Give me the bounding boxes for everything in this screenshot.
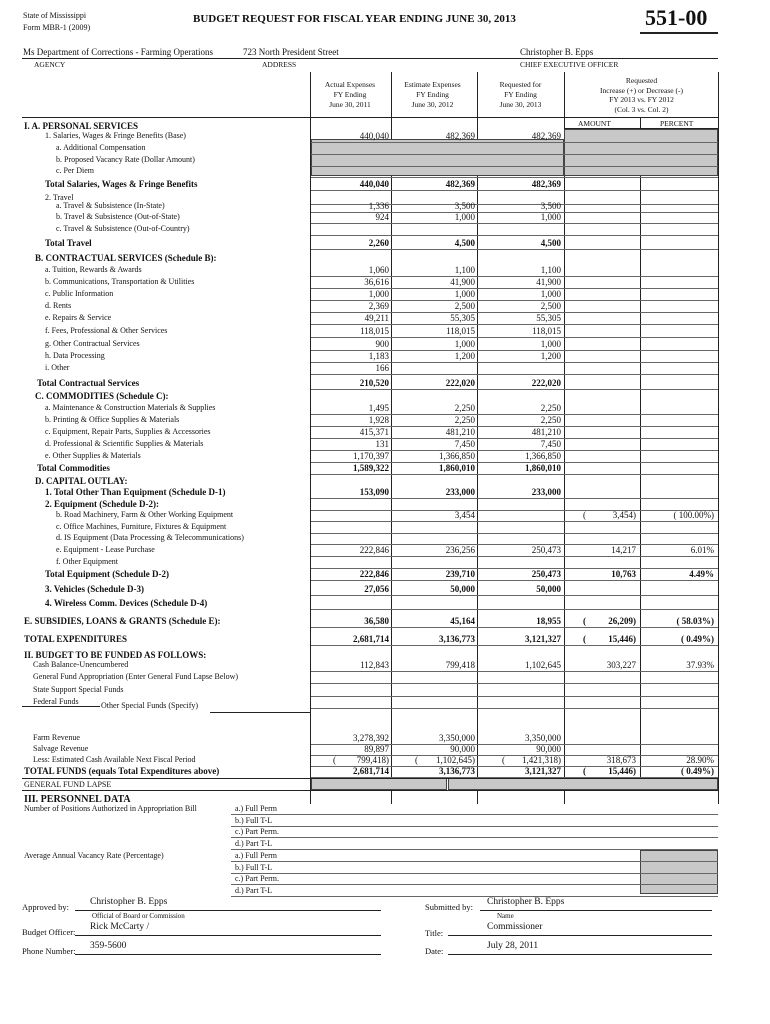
row-label: 2. Equipment (Schedule D-2): [45, 499, 160, 509]
requested-2013-value: 1,000 [540, 212, 561, 222]
signature-line [448, 954, 712, 955]
row-label: B. CONTRACTUAL SERVICES (Schedule B): [35, 253, 217, 263]
row-rule [311, 438, 718, 439]
requested-2013-value: 7,450 [540, 439, 561, 449]
actual-2011-value: 924 [375, 212, 389, 222]
estimate-2012-value: 1,000 [454, 212, 475, 222]
requested-2013-value: 41,900 [536, 277, 561, 287]
agency-name: Ms Department of Corrections - Farming Operations [23, 47, 213, 57]
other-special-funds-label: Other Special Funds (Specify) [101, 701, 199, 710]
budget-officer-label: Budget Officer: [22, 927, 76, 937]
personnel-subitem: a.) Full Perm [235, 804, 277, 813]
row-label: Total Contractual Services [37, 378, 140, 388]
actual-2011-value: 1,589,322 [353, 463, 389, 473]
requested-2013-value: 250,473 [531, 545, 561, 555]
row-label: E. SUBSIDIES, LOANS & GRANTS (Schedule E): [24, 616, 221, 626]
requested-2013-value: 481,210 [531, 427, 561, 437]
signature-line [75, 910, 381, 911]
phone-label: Phone Number: [22, 946, 76, 956]
estimate-2012-value: 239,710 [445, 569, 475, 579]
grid-row-line [22, 790, 718, 791]
row-label: 4. Wireless Comm. Devices (Schedule D-4) [45, 598, 208, 608]
actual-2011-value: 49,211 [364, 313, 389, 323]
grid-col-line [640, 118, 641, 786]
estimate-2012-value: 482,369 [445, 131, 475, 141]
change-percent-value: ( 58.03%) [676, 616, 714, 626]
change-percent-value: ( 100.00%) [673, 510, 714, 520]
requested-2013-value: 1,102,645 [525, 660, 561, 670]
row-rule [311, 324, 718, 325]
requested-2013-value: 2,500 [540, 301, 561, 311]
row-label: c. Equipment, Repair Parts, Supplies & Accessories [45, 427, 211, 436]
row-label: g. Other Contractual Services [45, 339, 140, 348]
field-rule [22, 706, 100, 707]
row-label: d. Rents [45, 301, 72, 310]
row-rule [311, 374, 718, 375]
personnel-rule [231, 849, 718, 850]
code-underline [640, 32, 718, 34]
actual-2011-value: 440,040 [359, 131, 389, 141]
row-label: c. Travel & Subsistence (Out-of-Country) [56, 224, 190, 233]
row-label: Total Commodities [37, 463, 110, 473]
row-rule [311, 533, 718, 534]
requested-2013-value: 55,305 [536, 313, 561, 323]
row-label: b. Printing & Office Supplies & Materials [45, 415, 180, 424]
personnel-rule [231, 814, 718, 815]
actual-2011-value: 415,371 [359, 427, 389, 437]
change-percent-value: 28.90% [686, 755, 714, 765]
estimate-2012-value: 3,500 [454, 201, 475, 211]
change-percent-value: 4.49% [689, 569, 714, 579]
estimate-2012-value: 7,450 [454, 439, 475, 449]
personnel-subitem: d.) Part T-L [235, 885, 273, 895]
estimate-2012-value: 2,250 [454, 403, 475, 413]
requested-2013-value: 222,020 [531, 378, 561, 388]
row-label: i. Other [45, 363, 70, 372]
row-label: c. Public Information [45, 289, 114, 298]
requested-2013-value: 118,015 [532, 326, 561, 336]
change-amount-value: 15,446) [608, 634, 636, 644]
actual-2011-value: 210,520 [359, 378, 389, 388]
actual-2011-value: 1,000 [368, 289, 389, 299]
row-label: Farm Revenue [33, 733, 80, 742]
actual-2011-value: 1,183 [368, 351, 389, 361]
row-label: a. Additional Compensation [56, 143, 146, 152]
requested-2013-value: 1,100 [540, 265, 561, 275]
personnel-rule [231, 884, 718, 885]
row-rule [311, 223, 718, 224]
actual-2011-value: 222,846 [359, 545, 389, 555]
grid-row-line [22, 117, 718, 118]
row-rule [311, 389, 718, 390]
actual-2011-value: 1,170,397 [353, 451, 389, 461]
actual-2011-value: 2,681,714 [353, 634, 389, 644]
change-percent-value: ( 0.49%) [681, 766, 714, 776]
row-label: TOTAL EXPENDITURES [24, 634, 127, 644]
approved-label: Approved by: [22, 902, 69, 912]
requested-2013-value: 233,000 [531, 487, 561, 497]
row-label: TOTAL FUNDS (equals Total Expenditures above) [24, 766, 220, 776]
row-label: e. Repairs & Service [45, 313, 112, 322]
percent-header: PERCENT [660, 119, 694, 128]
paren-open: ( [583, 766, 586, 776]
budget-code: 551-00 [645, 5, 708, 30]
actual-2011-value: 3,278,392 [353, 733, 389, 743]
estimate-2012-value: 3,136,773 [439, 634, 475, 644]
row-label: 3. Vehicles (Schedule D-3) [45, 584, 144, 594]
paren-open: ( [415, 755, 418, 765]
actual-2011-value: 36,616 [364, 277, 389, 287]
date-value: July 28, 2011 [487, 941, 539, 951]
row-label: c. Office Machines, Furniture, Fixtures & Equipment [56, 522, 227, 531]
row-rule [311, 498, 718, 499]
estimate-2012-value: 118,015 [446, 326, 475, 336]
paren-open: ( [583, 616, 586, 626]
row-rule [311, 235, 718, 236]
shaded-block [564, 129, 718, 176]
estimate-2012-value: 55,305 [450, 313, 475, 323]
row-rule [311, 510, 718, 511]
requested-2013-value: 1,421,318) [522, 755, 561, 765]
row-label: c. Per Diem [56, 166, 94, 175]
address-label: ADDRESS [262, 60, 297, 69]
estimate-2012-value: 1,366,850 [439, 451, 475, 461]
actual-2011-value: 2,681,714 [353, 766, 389, 776]
row-label: b. Communications, Transportation & Utilities [45, 277, 195, 286]
signature-line [75, 954, 381, 955]
requested-2013-value: 250,473 [531, 569, 561, 579]
row-rule [311, 627, 718, 628]
row-rule [311, 474, 718, 475]
actual-2011-value: 27,056 [364, 584, 389, 594]
estimate-2012-value: 4,500 [454, 238, 475, 248]
row-label: h. Data Processing [45, 351, 105, 360]
change-amount-value: 14,217 [611, 545, 636, 555]
form-title: BUDGET REQUEST FOR FISCAL YEAR ENDING JUNE 30, 2013 [193, 13, 516, 25]
actual-2011-value: 2,260 [368, 238, 389, 248]
row-rule [311, 671, 718, 672]
estimate-2012-value: 1,860,010 [439, 463, 475, 473]
change-amount-value: 318,673 [606, 755, 636, 765]
personnel-subitem: b.) Full T-L [235, 815, 273, 825]
header-rule [22, 58, 718, 59]
row-label: Total Travel [45, 238, 92, 248]
change-percent-value: 6.01% [690, 545, 714, 555]
approved-name: Christopher B. Epps [90, 897, 168, 907]
requested-2013-value: 3,121,327 [525, 634, 561, 644]
actual-2011-value: 2,369 [368, 301, 389, 311]
row-label: e. Other Supplies & Materials [45, 451, 141, 460]
estimate-2012-value: 3,454 [454, 510, 475, 520]
col3-header: Requested for FY Ending June 30, 2013 [499, 80, 542, 109]
change-amount-value: 26,209) [608, 616, 636, 626]
actual-2011-value: 799,418) [356, 755, 389, 765]
personnel-rule [231, 896, 718, 897]
row-label: D. CAPITAL OUTLAY: [35, 476, 128, 486]
row-label: a. Tuition, Rewards & Awards [45, 265, 142, 274]
ceo-label: CHIEF EXECUTIVE OFFICER [520, 60, 619, 69]
row-label: I. A. PERSONAL SERVICES [24, 121, 138, 131]
requested-2013-value: 2,250 [540, 415, 561, 425]
state-name: State of Mississippi [23, 11, 87, 20]
row-rule [311, 154, 718, 155]
title-value: Commissioner [487, 922, 543, 932]
row-rule [311, 595, 718, 596]
row-rule [311, 708, 718, 709]
row-rule [311, 580, 718, 581]
row-label: e. Equipment - Lease Purchase [56, 545, 155, 554]
change-percent-value: ( 0.49%) [681, 634, 714, 644]
row-rule [311, 362, 718, 363]
actual-2011-value: 112,843 [360, 660, 389, 670]
requested-2013-value: 1,000 [540, 339, 561, 349]
requested-2013-value: 2,250 [540, 403, 561, 413]
row-rule [311, 696, 718, 697]
requested-2013-value: 18,955 [536, 616, 561, 626]
row-label: 1. Total Other Than Equipment (Schedule D-1) [45, 487, 226, 497]
actual-2011-value: 1,336 [368, 201, 389, 211]
amount-header: AMOUNT [578, 119, 611, 128]
row-rule [311, 212, 718, 213]
personnel-subitem: b.) Full T-L [235, 862, 273, 872]
row-rule [311, 645, 718, 646]
estimate-2012-value: 1,100 [454, 265, 475, 275]
estimate-2012-value: 3,136,773 [439, 766, 475, 776]
requested-2013-value: 4,500 [540, 238, 561, 248]
actual-2011-value: 440,040 [359, 179, 389, 189]
requested-2013-value: 1,200 [540, 351, 561, 361]
general-fund-lapse-label: GENERAL FUND LAPSE [24, 780, 112, 789]
estimate-2012-value: 1,102,645) [436, 755, 475, 765]
shaded-block [311, 139, 564, 176]
requested-2013-value: 3,350,000 [525, 733, 561, 743]
row-label: 1. Salaries, Wages & Fringe Benefits (Base) [45, 131, 186, 140]
estimate-2012-value: 233,000 [445, 487, 475, 497]
row-label: General Fund Appropriation (Enter General Fund Lapse Below) [33, 672, 239, 681]
paren-open: ( [583, 510, 586, 520]
requested-2013-value: 90,000 [536, 744, 561, 754]
personnel-rule [231, 861, 718, 862]
change-amount-value: 15,446) [608, 766, 636, 776]
row-label: State Support Special Funds [33, 685, 124, 694]
estimate-2012-value: 236,256 [445, 545, 475, 555]
date-label: Date: [425, 946, 444, 956]
actual-2011-value: 1,928 [368, 415, 389, 425]
personnel-rule [231, 837, 718, 838]
row-label: a. Travel & Subsistence (In-State) [56, 201, 165, 210]
requested-2013-value: 1,000 [540, 289, 561, 299]
actual-2011-value: 166 [375, 363, 389, 373]
actual-2011-value: 89,897 [364, 744, 389, 754]
row-rule [311, 166, 718, 167]
estimate-2012-value: 1,000 [454, 339, 475, 349]
requested-2013-value: 482,369 [531, 179, 561, 189]
row-label: b. Road Machinery, Farm & Other Working Equipment [56, 510, 234, 519]
actual-2011-value: 222,846 [359, 569, 389, 579]
submitted-name: Christopher B. Epps [487, 897, 565, 907]
actual-2011-value: 900 [375, 339, 389, 349]
shaded-block [311, 778, 447, 790]
paren-open: ( [333, 755, 336, 765]
actual-2011-value: 1,495 [368, 403, 389, 413]
estimate-2012-value: 481,210 [445, 427, 475, 437]
row-label: 2. Travel [45, 193, 74, 202]
personnel-title: III. PERSONNEL DATA [24, 794, 131, 805]
signature-line [75, 935, 381, 936]
requested-2013-value: 3,121,327 [525, 766, 561, 776]
grid-col-line [718, 72, 719, 804]
estimate-2012-value: 1,000 [454, 289, 475, 299]
row-label: Salvage Revenue [33, 744, 89, 753]
budget-officer-name: Rick McCarty / [90, 922, 150, 932]
actual-2011-value: 1,060 [368, 265, 389, 275]
row-label: d. Professional & Scientific Supplies & Materials [45, 439, 204, 448]
agency-address: 723 North President Street [243, 47, 339, 57]
row-label: Less: Estimated Cash Available Next Fiscal Period [33, 755, 196, 764]
ceo-name: Christopher B. Epps [520, 47, 594, 57]
requested-2013-value: 1,366,850 [525, 451, 561, 461]
row-rule [311, 609, 718, 610]
row-rule [311, 190, 718, 191]
actual-2011-value: 131 [375, 439, 389, 449]
requested-2013-value: 482,369 [531, 131, 561, 141]
personnel-subitem: a.) Full Perm [235, 851, 277, 860]
approved-caption: Official of Board or Commission [92, 912, 185, 920]
row-rule [311, 521, 718, 522]
requested-2013-value: 1,860,010 [525, 463, 561, 473]
col4-header: Requested Increase (+) or Decrease (-) FY 2013 vs. FY 2012 (Col. 3 vs. Col. 2) [600, 76, 683, 114]
estimate-2012-value: 2,250 [454, 415, 475, 425]
estimate-2012-value: 222,020 [445, 378, 475, 388]
change-amount-value: 3,454) [612, 510, 636, 520]
change-amount-value: 10,763 [611, 569, 636, 579]
signature-line [480, 910, 712, 911]
grid-row-line [22, 778, 718, 779]
row-rule [311, 337, 718, 338]
row-rule [311, 142, 718, 143]
phone-number: 359-5600 [90, 941, 127, 951]
shaded-block [448, 778, 718, 790]
estimate-2012-value: 1,200 [454, 351, 475, 361]
estimate-2012-value: 41,900 [450, 277, 475, 287]
row-rule [311, 249, 718, 250]
row-rule [311, 177, 718, 178]
actual-2011-value: 36,580 [364, 616, 389, 626]
signature-line [448, 935, 712, 936]
row-label: a. Maintenance & Construction Materials & Supplies [45, 403, 216, 412]
row-label: Federal Funds [33, 697, 79, 706]
paren-open: ( [502, 755, 505, 765]
requested-2013-value: 50,000 [536, 584, 561, 594]
row-label: f. Fees, Professional & Other Services [45, 326, 168, 335]
personnel-subitem: d.) Part T-L [235, 838, 273, 848]
row-label: II. BUDGET TO BE FUNDED AS FOLLOWS: [24, 650, 207, 660]
paren-open: ( [583, 634, 586, 644]
row-label: Total Salaries, Wages & Fringe Benefits [45, 179, 198, 189]
change-amount-value: 303,227 [606, 660, 636, 670]
personnel-subitem: c.) Part Perm. [235, 874, 279, 883]
estimate-2012-value: 3,350,000 [439, 733, 475, 743]
vacancy-label: Average Annual Vacancy Rate (Percentage) [24, 851, 164, 860]
personnel-rule [231, 873, 718, 874]
row-label: C. COMMODITIES (Schedule C): [35, 391, 169, 401]
row-label: Cash Balance-Unencumbered [33, 660, 129, 669]
title-label: Title: [425, 928, 444, 938]
row-label: d. IS Equipment (Data Processing & Telecommunications) [56, 533, 244, 542]
estimate-2012-value: 50,000 [450, 584, 475, 594]
row-label: Total Equipment (Schedule D-2) [45, 569, 169, 579]
estimate-2012-value: 799,418 [445, 660, 475, 670]
col2-header: Estimate Expenses FY Ending June 30, 2012 [404, 80, 461, 109]
name-caption: Name [497, 912, 514, 920]
actual-2011-value: 118,015 [360, 326, 389, 336]
personnel-rule [231, 826, 718, 827]
estimate-2012-value: 90,000 [450, 744, 475, 754]
row-label: f. Other Equipment [56, 557, 118, 566]
row-label: b. Travel & Subsistence (Out-of-State) [56, 212, 180, 221]
agency-label: AGENCY [34, 60, 66, 69]
requested-2013-value: 3,500 [540, 201, 561, 211]
submitted-label: Submitted by: [425, 902, 473, 912]
actual-2011-value: 153,090 [359, 487, 389, 497]
personnel-subitem: c.) Part Perm. [235, 827, 279, 836]
form-number: Form MBR-1 (2009) [23, 23, 91, 32]
change-percent-value: 37.93% [686, 660, 714, 670]
estimate-2012-value: 482,369 [445, 179, 475, 189]
row-label: b. Proposed Vacancy Rate (Dollar Amount) [56, 155, 195, 164]
row-rule [311, 683, 718, 684]
estimate-2012-value: 45,164 [450, 616, 475, 626]
col1-header: Actual Expenses FY Ending June 30, 2011 [324, 80, 376, 109]
field-rule [210, 712, 310, 713]
positions-label: Number of Positions Authorized in Appropriation Bill [24, 804, 197, 813]
row-rule [311, 556, 718, 557]
estimate-2012-value: 2,500 [454, 301, 475, 311]
